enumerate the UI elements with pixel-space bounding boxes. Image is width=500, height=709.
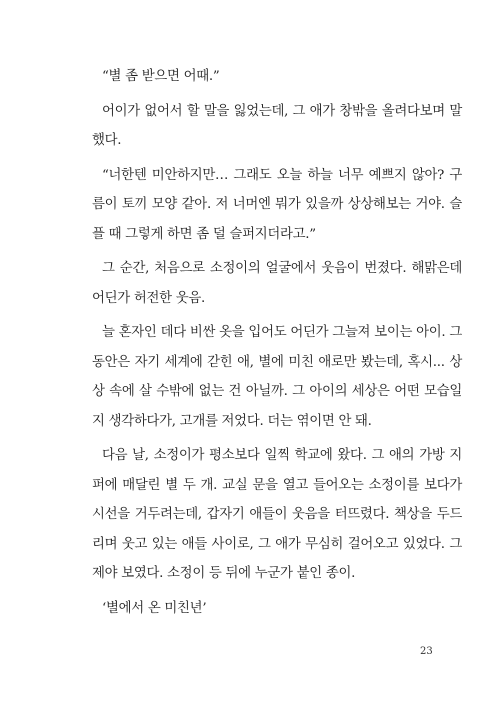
paragraph-3: “너한텐 미안하지만… 그래도 오늘 하늘 너무 예쁘지 않아? 구름이 토끼 모양 같아. 저 너머엔 뭐가 있을까 상상해보는 거야. 슬플 때 그렇게 하면 좀 덜 슬퍼지더라고.” bbox=[92, 167, 462, 242]
paragraph-4: 그 순간, 처음으로 소정이의 얼굴에서 웃음이 번졌다. 해맑은데 어딘가 허전한 웃음. bbox=[92, 261, 462, 306]
paragraph-1: “별 좀 받으면 어때.” bbox=[102, 69, 220, 84]
page-number: 23 bbox=[420, 646, 433, 657]
paragraph-6: 다음 날, 소정이가 평소보다 일찍 학교에 왔다. 그 애의 가방 지퍼에 매달린 별 두 개. 교실 문을 열고 들어오는 소정이를 보다가 시선을 거두려는데, 갑자기 애들이 웃음을 터뜨렸다. 책상을 두드리며 웃고 있는 애들 사이로, 그 애가 무심히 걸어오고 있었다. 그제야 보였다. 소정이 등 뒤에 누군가 붙인 종이. bbox=[92, 448, 462, 581]
paragraph-7: ‘별에서 온 미친년’ bbox=[102, 600, 207, 616]
paragraph-5: 늘 혼자인 데다 비싼 옷을 입어도 어딘가 그늘져 보이는 아이. 그동안은 자기 세계에 갇힌 애, 별에 미친 애로만 봤는데, 혹시... 상상 속에 살 수밖에 없는 건 아닐까. 그 아이의 세상은 어떤 모습일지 생각하다가, 고개를 저었다. 더는 엮이면 안 돼. bbox=[92, 325, 462, 429]
paragraph-2: 어이가 없어서 할 말을 잃었는데, 그 애가 창밖을 올려다보며 말했다. bbox=[92, 103, 462, 148]
page-body bbox=[92, 62, 462, 628]
